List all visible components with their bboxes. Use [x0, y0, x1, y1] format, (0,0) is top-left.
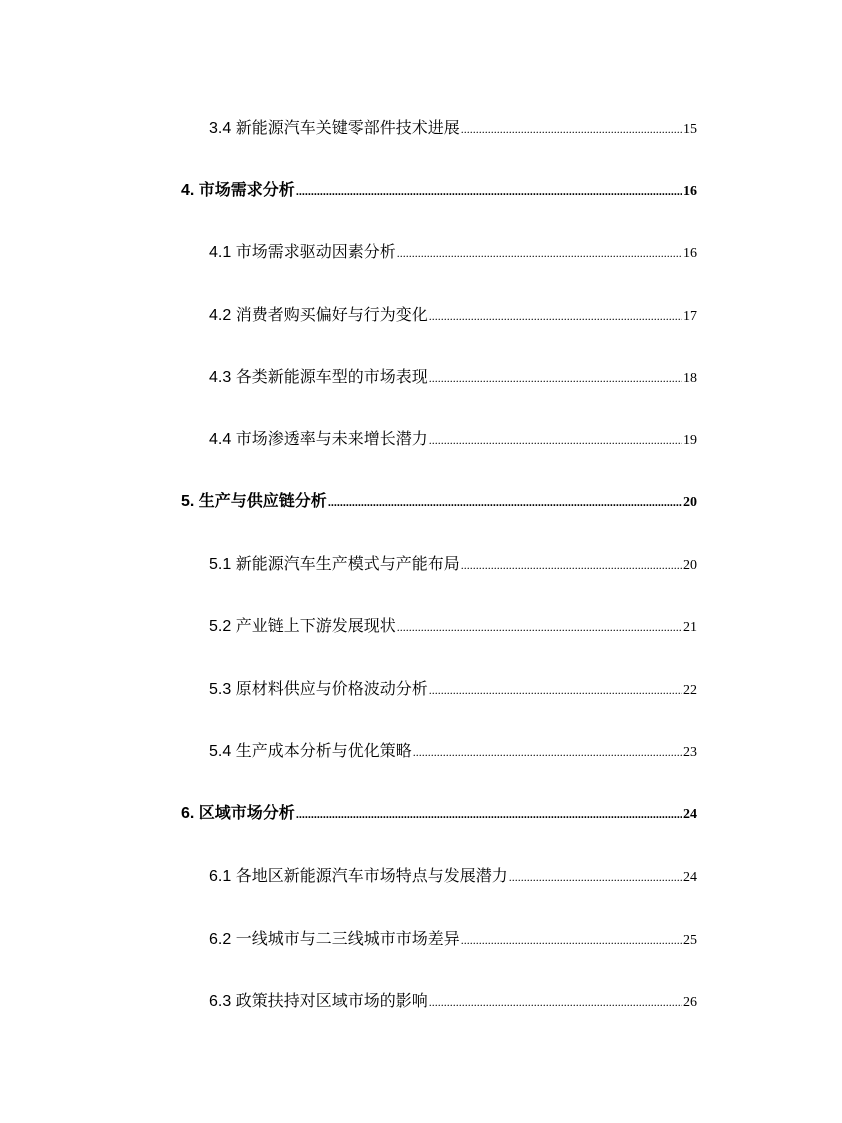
toc-entry-page: 26 [683, 995, 697, 1010]
toc-leader-dots [429, 366, 682, 390]
toc-leader-dots [429, 678, 682, 702]
toc-entry-6[interactable] [181, 802, 697, 826]
toc-entry-5[interactable] [181, 490, 697, 514]
toc-entry-4-2[interactable] [209, 304, 697, 328]
toc-leader-dots [461, 117, 682, 141]
toc-entry-title: 产业链上下游发展现状 [235, 618, 396, 635]
toc-entry-number: 6. [181, 805, 199, 822]
toc-entry-4[interactable] [181, 179, 697, 203]
toc-leader-dots [429, 990, 682, 1014]
toc-entry-number: 5. [181, 493, 199, 510]
toc-entry-page: 19 [683, 433, 697, 448]
toc-entry-5-4[interactable] [209, 740, 697, 764]
toc-leader-dots [296, 802, 682, 826]
toc-entry-6-3[interactable] [209, 990, 697, 1014]
toc-leader-dots [461, 553, 682, 577]
toc-entry-5-2[interactable] [209, 615, 697, 639]
toc-entry-title: 市场渗透率与未来增长潜力 [235, 431, 428, 448]
toc-leader-dots [461, 928, 682, 952]
toc-entry-number: 4.2 [209, 307, 236, 324]
toc-entry-number: 5.4 [209, 743, 236, 760]
toc-entry-number: 5.1 [209, 556, 236, 573]
toc-leader-dots [328, 490, 682, 514]
toc-entry-number: 4.4 [209, 431, 236, 448]
toc-entry-title: 市场需求驱动因素分析 [235, 244, 396, 261]
toc-entry-page: 24 [683, 807, 697, 822]
toc-entry-number: 4.3 [209, 369, 236, 386]
toc-entry-title: 生产与供应链分析 [198, 493, 327, 510]
toc-entry-6-1[interactable] [209, 865, 697, 889]
toc-entry-page: 22 [683, 683, 697, 698]
toc-entry-4-3[interactable] [209, 366, 697, 390]
toc-entry-4-4[interactable] [209, 428, 697, 452]
toc-entry-page: 25 [683, 933, 697, 948]
toc-entry-title: 新能源汽车关键零部件技术进展 [235, 120, 460, 137]
toc-leader-dots [397, 241, 682, 265]
toc-entry-number: 4.1 [209, 244, 236, 261]
toc-entry-number: 6.3 [209, 993, 236, 1010]
toc-entry-3-4[interactable] [209, 117, 697, 141]
toc-entry-number: 3.4 [209, 120, 236, 137]
toc-entry-page: 16 [683, 246, 697, 261]
toc-entry-number: 5.2 [209, 618, 236, 635]
toc-entry-page: 20 [683, 495, 697, 510]
toc-entry-page: 16 [683, 184, 697, 199]
toc-entry-title: 各类新能源车型的市场表现 [235, 369, 428, 386]
toc-entry-title: 一线城市与二三线城市市场差异 [235, 931, 460, 948]
toc-entry-title: 原材料供应与价格波动分析 [235, 681, 428, 698]
toc-entry-number: 6.2 [209, 931, 236, 948]
toc-entry-title: 各地区新能源汽车市场特点与发展潜力 [235, 868, 508, 885]
toc-entry-title: 消费者购买偏好与行为变化 [235, 307, 428, 324]
toc-entry-page: 15 [683, 122, 697, 137]
toc-entry-title: 区域市场分析 [198, 805, 295, 822]
toc-entry-page: 18 [683, 371, 697, 386]
toc-entry-4-1[interactable] [209, 241, 697, 265]
toc-entry-title: 政策扶持对区域市场的影响 [235, 993, 428, 1010]
toc-entry-5-1[interactable] [209, 553, 697, 577]
toc-leader-dots [509, 865, 682, 889]
toc-entry-page: 17 [683, 309, 697, 324]
toc-entry-6-2[interactable] [209, 928, 697, 952]
toc-entry-5-3[interactable] [209, 678, 697, 702]
toc-entry-number: 6.1 [209, 868, 236, 885]
toc-entry-number: 5.3 [209, 681, 236, 698]
toc-entry-title: 市场需求分析 [198, 182, 295, 199]
toc-entry-title: 新能源汽车生产模式与产能布局 [235, 556, 460, 573]
toc-leader-dots [429, 428, 682, 452]
toc-leader-dots [397, 615, 682, 639]
toc-entry-page: 24 [683, 870, 697, 885]
toc-entry-page: 23 [683, 745, 697, 760]
toc-leader-dots [296, 179, 682, 203]
toc-leader-dots [429, 304, 682, 328]
toc-entry-page: 21 [683, 620, 697, 635]
toc-entry-number: 4. [181, 182, 199, 199]
toc-entry-title: 生产成本分析与优化策略 [235, 743, 412, 760]
toc-entry-page: 20 [683, 558, 697, 573]
toc-leader-dots [413, 740, 682, 764]
